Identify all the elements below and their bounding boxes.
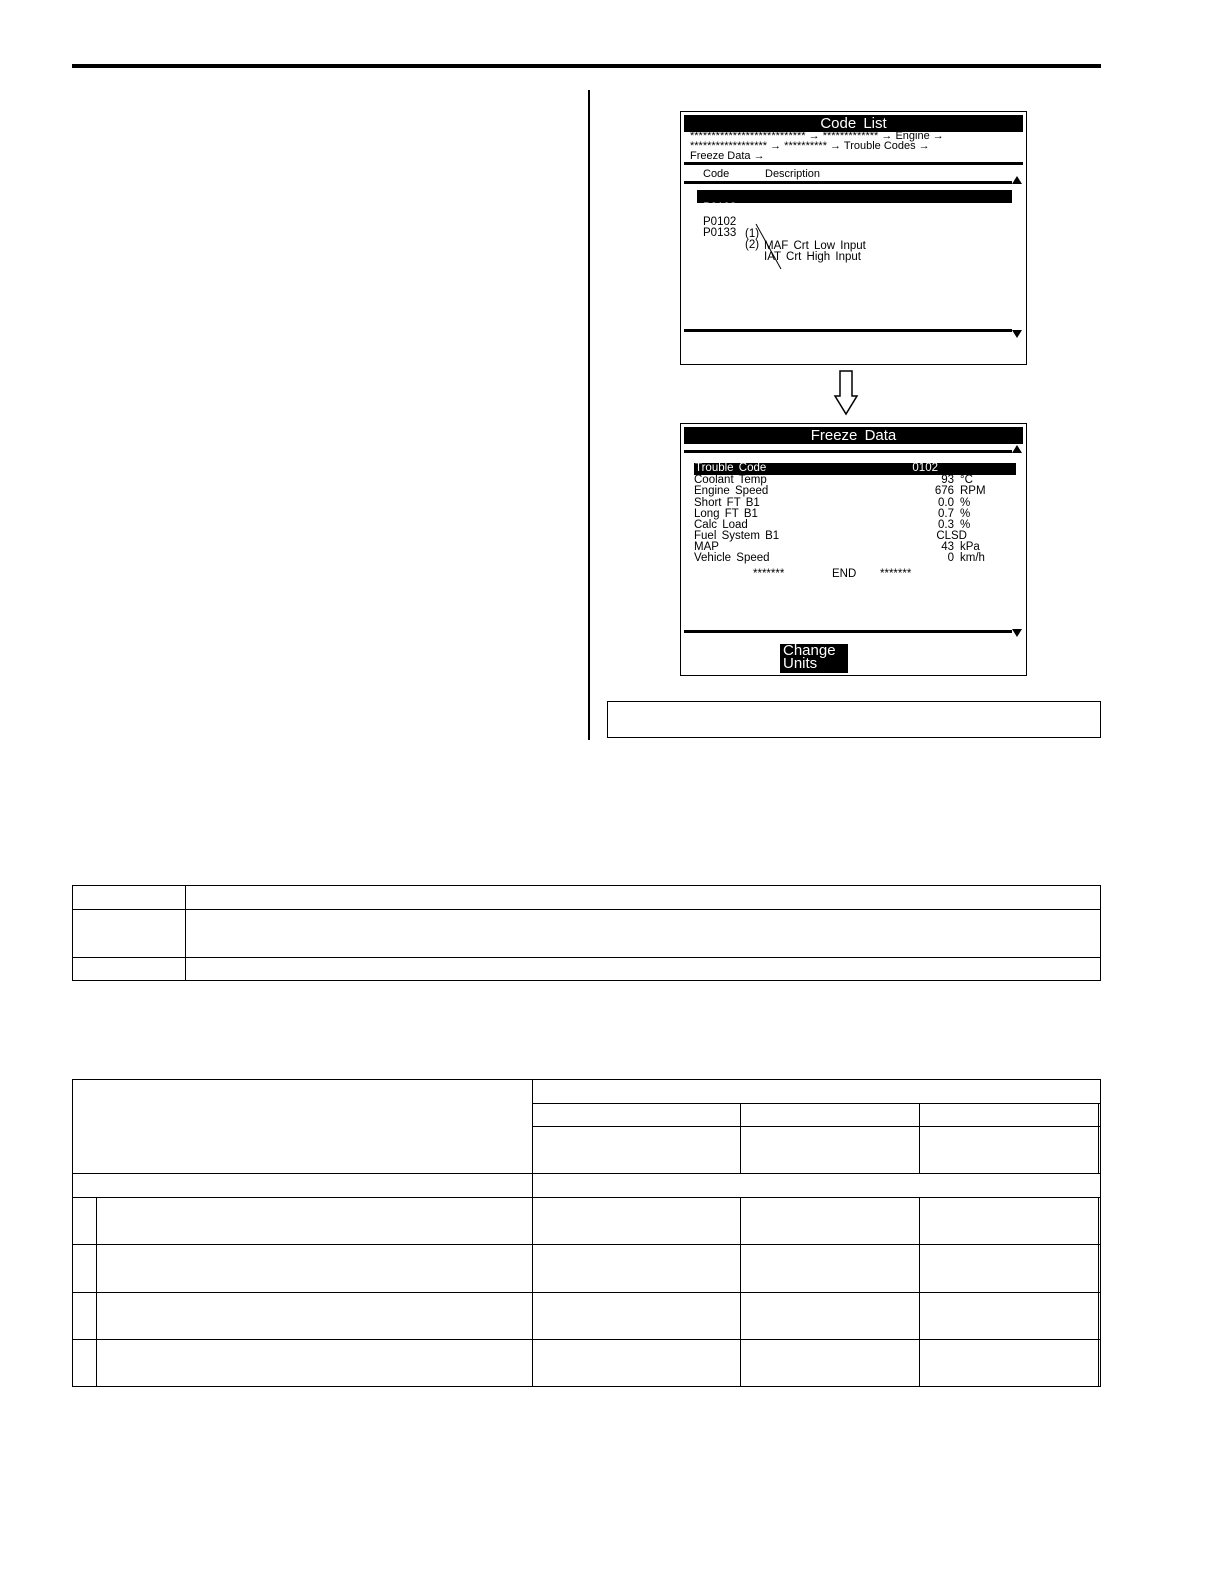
freeze-row[interactable]: Fuel System B1 CLSD — [694, 530, 967, 542]
scroll-down-icon[interactable] — [1012, 330, 1022, 338]
freeze-row-trouble-code[interactable]: Trouble Code 0102 — [694, 463, 1016, 475]
freeze-row[interactable]: Engine Speed 676 RPM — [694, 485, 986, 497]
list-item[interactable]: P0133 (2) IAT Crt High Input — [703, 227, 861, 263]
table-row — [73, 1198, 1101, 1245]
freeze-row[interactable]: Long FT B1 0.7 % — [694, 508, 971, 520]
column-header-description: Description — [765, 168, 821, 180]
callout-leader-line — [681, 112, 1026, 364]
table-row — [73, 1080, 1101, 1104]
table-row — [73, 886, 1101, 910]
freeze-row[interactable]: Vehicle Speed 0 km/h — [694, 552, 985, 564]
column-header-code: Code — [703, 168, 730, 180]
freeze-row[interactable]: Calc Load 0.3 % — [694, 519, 971, 531]
scroll-up-icon[interactable] — [1012, 445, 1022, 453]
freeze-data-title: Freeze Data — [684, 427, 1023, 444]
code-list-screen — [680, 111, 1027, 365]
breadcrumb-line-3: Freeze Data → — [690, 150, 765, 162]
table-row — [73, 910, 1101, 958]
table-row — [73, 1293, 1101, 1340]
freeze-row[interactable]: MAP 43 kPa — [694, 541, 980, 553]
code-list-title: Code List — [684, 115, 1023, 132]
change-units-button[interactable]: Change Units — [780, 644, 848, 673]
freeze-row[interactable]: Short FT B1 0.0 % — [694, 497, 971, 509]
freeze-bottom-divider — [684, 630, 1012, 633]
breadcrumb-line-2: ****************** → ********** → Trouble Codes → — [690, 140, 930, 152]
table-row — [73, 1340, 1101, 1387]
breadcrumb-line-1: *************************** → ************* → Engine → — [690, 130, 944, 142]
freeze-data-screen — [680, 423, 1027, 676]
list-bottom-divider — [684, 329, 1012, 332]
table-1 — [72, 885, 1101, 981]
list-item[interactable]: P0102 (1) MAF Crt Low Input — [703, 216, 866, 252]
top-rule — [72, 64, 1101, 68]
freeze-top-divider — [684, 450, 1012, 453]
end-marker-text: END — [832, 568, 857, 580]
scroll-down-icon[interactable] — [1012, 629, 1022, 637]
table-row — [73, 1245, 1101, 1293]
list-item[interactable]: P0102 MAF Crt Low Input — [697, 190, 1012, 203]
table-row — [73, 958, 1101, 981]
down-arrow-icon — [833, 370, 859, 416]
end-marker-left: ******* — [753, 568, 785, 580]
figure-caption-box — [607, 701, 1101, 738]
end-marker-right: ******* — [880, 568, 912, 580]
table-2 — [72, 1079, 1101, 1387]
table-row — [73, 1174, 1101, 1198]
column-divider — [588, 90, 590, 740]
freeze-row[interactable]: Coolant Temp 93 °C — [694, 474, 973, 486]
